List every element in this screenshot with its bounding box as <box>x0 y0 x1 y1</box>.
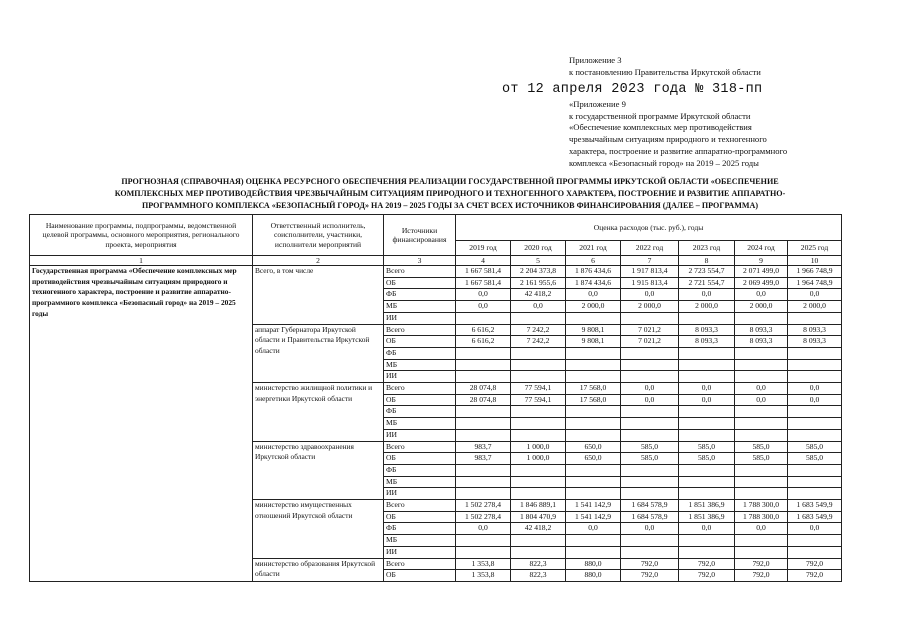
column-number: 2 <box>253 256 384 266</box>
value-cell: 650,0 <box>566 441 621 453</box>
value-cell: 0,0 <box>456 301 511 313</box>
program-name-cell: Государственная программа «Обеспечение комплексных мер противодействия чрезвычайным ситуациям природного и техногенного характера, построение и развитие аппаратно-программного комплекса «Безопасный город» на 2019 – 2025 годы <box>30 266 253 582</box>
value-cell: 2 000,0 <box>566 301 621 313</box>
title-line: ПРОГРАММНОГО КОМПЛЕКСА «БЕЗОПАСНЫЙ ГОРОД» НА 2019 – 2025 ГОДЫ ЗА СЧЕТ ВСЕХ ИСТОЧНИКОВ ФИНАНСИРОВАНИЯ (ДАЛЕЕ – ПРОГРАММА) <box>141 201 759 210</box>
value-cell: 0,0 <box>735 394 788 406</box>
value-cell: 0,0 <box>621 394 679 406</box>
value-cell: 650,0 <box>566 453 621 465</box>
value-cell: 1 851 386,9 <box>679 500 735 512</box>
value-cell <box>456 418 511 430</box>
value-cell <box>511 312 566 324</box>
value-cell <box>456 535 511 547</box>
column-number: 9 <box>735 256 788 266</box>
value-cell <box>735 546 788 558</box>
value-cell <box>735 464 788 476</box>
value-cell: 1 683 549,9 <box>788 500 842 512</box>
executor-cell: министерство имущественных отношений Иркутской области <box>253 500 384 559</box>
value-cell <box>456 312 511 324</box>
year-header: 2020 год <box>511 241 566 256</box>
value-cell: 585,0 <box>788 453 842 465</box>
value-cell <box>456 464 511 476</box>
source-cell: ИИ <box>384 429 456 441</box>
value-cell <box>621 371 679 383</box>
source-cell: ИИ <box>384 488 456 500</box>
value-cell <box>621 546 679 558</box>
column-header-executor: Ответственный исполнитель, соисполнители, участники, исполнители мероприятий <box>253 215 384 256</box>
title-line: ПРОГНОЗНАЯ (СПРАВОЧНАЯ) ОЦЕНКА РЕСУРСНОГО ОБЕСПЕЧЕНИЯ РЕАЛИЗАЦИИ ГОСУДАРСТВЕННОЙ ПРОГРАММЫ ИРКУТСКОЙ ОБЛАСТИ «ОБЕСПЕЧЕНИЕ <box>121 177 779 186</box>
source-cell: Всего <box>384 324 456 336</box>
value-cell: 792,0 <box>788 558 842 570</box>
value-cell: 8 093,3 <box>788 324 842 336</box>
value-cell <box>679 476 735 488</box>
source-cell: МБ <box>384 476 456 488</box>
value-cell <box>679 359 735 371</box>
value-cell: 0,0 <box>679 383 735 395</box>
value-cell: 7 021,2 <box>621 324 679 336</box>
value-cell <box>735 406 788 418</box>
value-cell <box>566 347 621 359</box>
value-cell: 0,0 <box>679 289 735 301</box>
value-cell <box>735 429 788 441</box>
column-header-name: Наименование программы, подпрограммы, ведомственной целевой программы, основного мероприятия, регионального проекта, мероприятия <box>30 215 253 256</box>
value-cell: 792,0 <box>788 570 842 582</box>
value-cell <box>788 406 842 418</box>
value-cell: 2 161 955,6 <box>511 277 566 289</box>
value-cell: 1 876 434,6 <box>566 266 621 278</box>
value-cell: 792,0 <box>735 558 788 570</box>
value-cell: 17 568,0 <box>566 394 621 406</box>
value-cell <box>735 488 788 500</box>
value-cell <box>456 347 511 359</box>
source-cell: ИИ <box>384 546 456 558</box>
value-cell: 1 788 300,0 <box>735 511 788 523</box>
source-cell: ОБ <box>384 511 456 523</box>
value-cell <box>456 406 511 418</box>
value-cell <box>621 535 679 547</box>
value-cell <box>735 347 788 359</box>
source-cell: МБ <box>384 535 456 547</box>
value-cell: 0,0 <box>511 301 566 313</box>
value-cell <box>735 312 788 324</box>
value-cell <box>621 476 679 488</box>
value-cell: 0,0 <box>788 523 842 535</box>
source-cell: ФБ <box>384 464 456 476</box>
executor-cell: министерство здравоохранения Иркутской области <box>253 441 384 500</box>
value-cell: 8 093,3 <box>788 336 842 348</box>
value-cell <box>456 359 511 371</box>
value-cell: 8 093,3 <box>735 324 788 336</box>
value-cell: 822,3 <box>511 570 566 582</box>
year-header: 2023 год <box>679 241 735 256</box>
source-cell: ОБ <box>384 570 456 582</box>
value-cell: 792,0 <box>621 570 679 582</box>
value-cell: 1 000,0 <box>511 441 566 453</box>
value-cell <box>621 359 679 371</box>
value-cell: 1 846 889,1 <box>511 500 566 512</box>
value-cell: 585,0 <box>788 441 842 453</box>
value-cell <box>456 546 511 558</box>
value-cell: 880,0 <box>566 558 621 570</box>
value-cell: 2 000,0 <box>679 301 735 313</box>
value-cell: 792,0 <box>679 558 735 570</box>
column-numbers-row <box>30 256 842 266</box>
value-cell: 585,0 <box>679 441 735 453</box>
value-cell: 42 418,2 <box>511 523 566 535</box>
value-cell <box>566 476 621 488</box>
value-cell: 9 808,1 <box>566 336 621 348</box>
source-cell: ИИ <box>384 312 456 324</box>
source-cell: ОБ <box>384 336 456 348</box>
executor-cell: Всего, в том числе <box>253 266 384 325</box>
value-cell <box>621 418 679 430</box>
value-cell: 1 502 278,4 <box>456 511 511 523</box>
value-cell <box>456 488 511 500</box>
value-cell <box>788 488 842 500</box>
value-cell <box>511 488 566 500</box>
value-cell <box>788 312 842 324</box>
column-number: 5 <box>511 256 566 266</box>
source-cell: Всего <box>384 558 456 570</box>
value-cell: 2 204 373,8 <box>511 266 566 278</box>
value-cell <box>456 476 511 488</box>
value-cell <box>621 429 679 441</box>
value-cell: 1 917 813,4 <box>621 266 679 278</box>
appendix-line: к постановлению Правительства Иркутской области <box>569 66 761 77</box>
value-cell: 792,0 <box>735 570 788 582</box>
value-cell: 585,0 <box>621 441 679 453</box>
value-cell: 1 788 300,0 <box>735 500 788 512</box>
value-cell <box>679 464 735 476</box>
year-header: 2025 год <box>788 241 842 256</box>
value-cell: 585,0 <box>621 453 679 465</box>
column-header-cost: Оценка расходов (тыс. руб.), годы <box>456 215 842 241</box>
value-cell: 880,0 <box>566 570 621 582</box>
value-cell <box>679 418 735 430</box>
value-cell: 0,0 <box>621 289 679 301</box>
value-cell: 1 353,8 <box>456 558 511 570</box>
value-cell: 42 418,2 <box>511 289 566 301</box>
value-cell: 1 683 549,9 <box>788 511 842 523</box>
source-cell: ОБ <box>384 394 456 406</box>
source-cell: ФБ <box>384 289 456 301</box>
value-cell <box>566 359 621 371</box>
value-cell: 1 667 581,4 <box>456 277 511 289</box>
value-cell: 0,0 <box>621 383 679 395</box>
source-cell: МБ <box>384 418 456 430</box>
source-cell: ФБ <box>384 347 456 359</box>
executor-cell: министерство образования Иркутской области <box>253 558 384 581</box>
value-cell <box>566 312 621 324</box>
value-cell <box>679 535 735 547</box>
value-cell <box>621 464 679 476</box>
column-number: 1 <box>30 256 253 266</box>
value-cell: 2 069 499,0 <box>735 277 788 289</box>
document-title <box>20 176 880 212</box>
column-header-source: Источники финансирования <box>384 215 456 256</box>
table-body <box>30 266 842 582</box>
value-cell <box>788 464 842 476</box>
value-cell <box>456 429 511 441</box>
value-cell: 7 242,2 <box>511 336 566 348</box>
source-cell: ОБ <box>384 277 456 289</box>
value-cell <box>621 347 679 359</box>
value-cell <box>679 546 735 558</box>
value-cell: 8 093,3 <box>735 336 788 348</box>
value-cell <box>456 371 511 383</box>
value-cell: 0,0 <box>566 289 621 301</box>
value-cell <box>621 312 679 324</box>
value-cell: 0,0 <box>456 523 511 535</box>
value-cell: 0,0 <box>788 289 842 301</box>
value-cell: 0,0 <box>679 523 735 535</box>
value-cell <box>511 546 566 558</box>
value-cell <box>788 371 842 383</box>
executor-cell: аппарат Губернатора Иркутской области и Правительства Иркутской области <box>253 324 384 383</box>
value-cell <box>788 535 842 547</box>
year-header: 2021 год <box>566 241 621 256</box>
value-cell <box>566 429 621 441</box>
value-cell <box>566 535 621 547</box>
value-cell <box>788 418 842 430</box>
appendix-line: Приложение 3 <box>569 55 622 65</box>
value-cell: 1 684 578,9 <box>621 500 679 512</box>
value-cell: 983,7 <box>456 441 511 453</box>
source-cell: МБ <box>384 301 456 313</box>
value-cell: 1 541 142,9 <box>566 500 621 512</box>
value-cell <box>566 371 621 383</box>
value-cell <box>788 429 842 441</box>
appendix9-line: комплекса «Безопасный город» на 2019 – 2025 годы <box>569 157 759 168</box>
value-cell: 17 568,0 <box>566 383 621 395</box>
value-cell: 6 616,2 <box>456 336 511 348</box>
value-cell <box>511 406 566 418</box>
value-cell <box>621 406 679 418</box>
value-cell: 28 074,8 <box>456 394 511 406</box>
value-cell: 1 964 748,9 <box>788 277 842 289</box>
value-cell <box>566 546 621 558</box>
value-cell: 1 804 470,9 <box>511 511 566 523</box>
source-cell: Всего <box>384 383 456 395</box>
value-cell <box>735 535 788 547</box>
value-cell <box>511 535 566 547</box>
value-cell <box>511 359 566 371</box>
value-cell <box>621 488 679 500</box>
column-number: 4 <box>456 256 511 266</box>
year-header: 2022 год <box>621 241 679 256</box>
source-cell: Всего <box>384 500 456 512</box>
value-cell <box>679 347 735 359</box>
value-cell: 822,3 <box>511 558 566 570</box>
appendix9-line: чрезвычайным ситуациям природного и техногенного <box>569 134 767 145</box>
appendix9-line: «Приложение 9 <box>569 99 626 109</box>
value-cell <box>511 347 566 359</box>
value-cell: 7 242,2 <box>511 324 566 336</box>
value-cell: 6 616,2 <box>456 324 511 336</box>
value-cell: 2 071 499,0 <box>735 266 788 278</box>
value-cell: 1 874 434,6 <box>566 277 621 289</box>
value-cell: 1 684 578,9 <box>621 511 679 523</box>
value-cell: 1 000,0 <box>511 453 566 465</box>
value-cell <box>679 406 735 418</box>
source-cell: МБ <box>384 359 456 371</box>
value-cell: 9 808,1 <box>566 324 621 336</box>
value-cell <box>679 429 735 441</box>
value-cell <box>511 418 566 430</box>
value-cell <box>566 464 621 476</box>
value-cell: 0,0 <box>735 289 788 301</box>
value-cell: 1 541 142,9 <box>566 511 621 523</box>
year-header: 2019 год <box>456 241 511 256</box>
source-cell: Всего <box>384 266 456 278</box>
value-cell: 0,0 <box>735 523 788 535</box>
source-cell: Всего <box>384 441 456 453</box>
value-cell <box>511 429 566 441</box>
value-cell <box>511 464 566 476</box>
value-cell: 8 093,3 <box>679 336 735 348</box>
value-cell: 2 000,0 <box>621 301 679 313</box>
value-cell: 0,0 <box>735 383 788 395</box>
value-cell: 77 594,1 <box>511 394 566 406</box>
appendix9-line: «Обеспечение комплексных мер противодействия <box>569 122 752 133</box>
appendix-header <box>569 55 889 78</box>
value-cell: 792,0 <box>679 570 735 582</box>
value-cell: 585,0 <box>679 453 735 465</box>
value-cell <box>566 488 621 500</box>
value-cell <box>788 546 842 558</box>
source-cell: ФБ <box>384 523 456 535</box>
source-cell: ОБ <box>384 453 456 465</box>
value-cell: 2 721 554,7 <box>679 277 735 289</box>
value-cell: 0,0 <box>679 394 735 406</box>
funding-table <box>29 214 842 582</box>
value-cell: 77 594,1 <box>511 383 566 395</box>
value-cell: 28 074,8 <box>456 383 511 395</box>
value-cell: 1 667 581,4 <box>456 266 511 278</box>
value-cell <box>511 476 566 488</box>
value-cell <box>679 488 735 500</box>
value-cell: 585,0 <box>735 441 788 453</box>
value-cell <box>679 312 735 324</box>
appendix9-header <box>569 99 899 169</box>
value-cell: 0,0 <box>788 394 842 406</box>
value-cell <box>735 418 788 430</box>
value-cell <box>511 371 566 383</box>
value-cell: 1 502 278,4 <box>456 500 511 512</box>
value-cell: 1 915 813,4 <box>621 277 679 289</box>
column-number: 3 <box>384 256 456 266</box>
value-cell <box>735 476 788 488</box>
appendix9-line: характера, построение и развитие аппаратно-программного <box>569 145 788 156</box>
value-cell: 7 021,2 <box>621 336 679 348</box>
value-cell: 2 000,0 <box>735 301 788 313</box>
column-number: 8 <box>679 256 735 266</box>
value-cell: 8 093,3 <box>679 324 735 336</box>
value-cell: 983,7 <box>456 453 511 465</box>
column-number: 7 <box>621 256 679 266</box>
column-number: 10 <box>788 256 842 266</box>
value-cell: 2 723 554,7 <box>679 266 735 278</box>
value-cell <box>735 371 788 383</box>
value-cell <box>566 418 621 430</box>
value-cell <box>788 359 842 371</box>
value-cell: 585,0 <box>735 453 788 465</box>
appendix9-line: к государственной программе Иркутской области <box>569 110 751 121</box>
date-stamp: от 12 апреля 2023 года № 318-пп <box>502 82 763 97</box>
value-cell: 0,0 <box>566 523 621 535</box>
value-cell: 0,0 <box>621 523 679 535</box>
value-cell: 0,0 <box>788 383 842 395</box>
value-cell <box>788 476 842 488</box>
value-cell: 792,0 <box>621 558 679 570</box>
value-cell: 1 353,8 <box>456 570 511 582</box>
value-cell <box>566 406 621 418</box>
table-row <box>30 266 842 278</box>
column-number: 6 <box>566 256 621 266</box>
value-cell <box>679 371 735 383</box>
source-cell: ФБ <box>384 406 456 418</box>
value-cell: 2 000,0 <box>788 301 842 313</box>
value-cell <box>735 359 788 371</box>
value-cell: 0,0 <box>456 289 511 301</box>
value-cell: 1 966 748,9 <box>788 266 842 278</box>
value-cell <box>788 347 842 359</box>
source-cell: ИИ <box>384 371 456 383</box>
year-header: 2024 год <box>735 241 788 256</box>
title-line: КОМПЛЕКСНЫХ МЕР ПРОТИВОДЕЙСТВИЯ ЧРЕЗВЫЧАЙНЫМ СИТУАЦИЯМ ПРИРОДНОГО И ТЕХНОГЕННОГО ХАРАКТЕРА, ПОСТРОЕНИЕ И РАЗВИТИЕ АППАРАТНО- <box>114 189 786 198</box>
value-cell: 1 851 386,9 <box>679 511 735 523</box>
executor-cell: министерство жилищной политики и энергетики Иркутской области <box>253 383 384 442</box>
